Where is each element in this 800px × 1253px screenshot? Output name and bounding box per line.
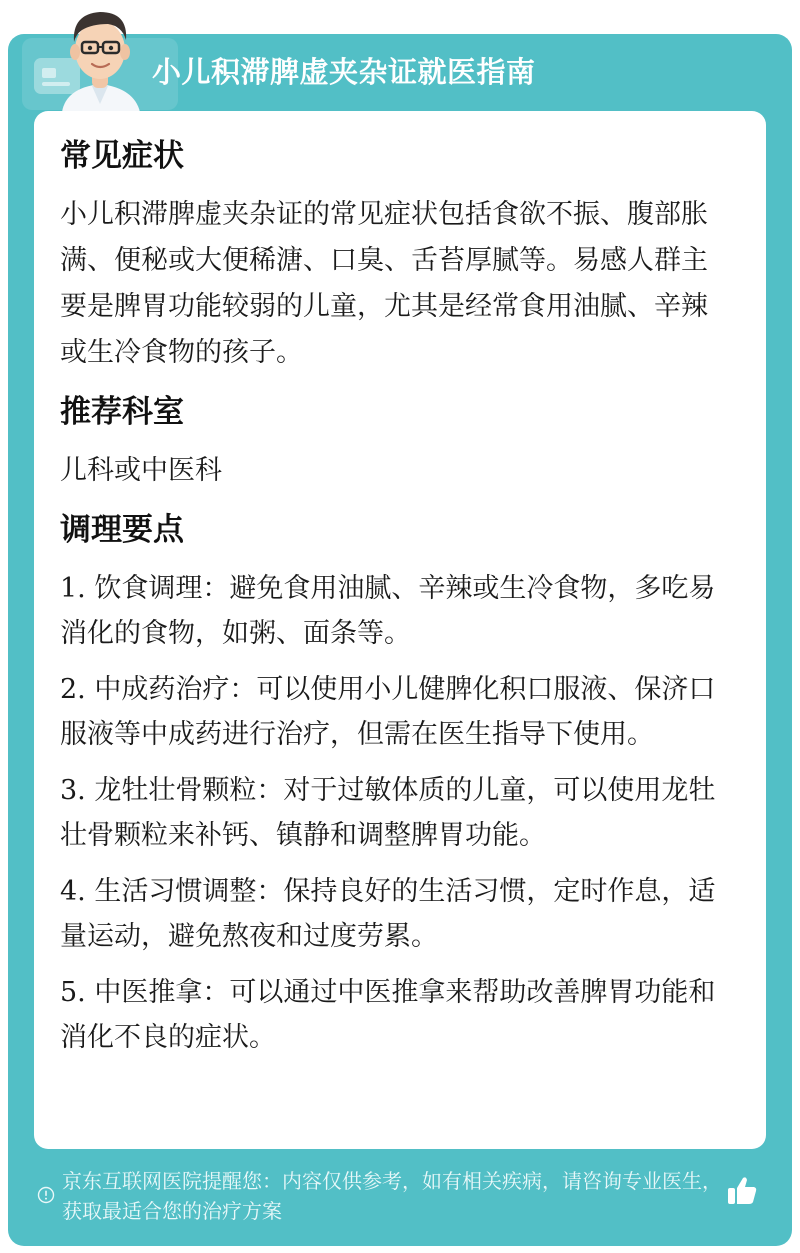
care-item xyxy=(60,768,732,858)
care-item-number: 4. xyxy=(60,876,86,907)
care-item-number: 2. xyxy=(60,674,86,705)
care-item-text: 饮食调理：避免食用油腻、辛辣或生冷食物，多吃易消化的食物，如粥、面条等。 xyxy=(60,573,716,649)
guide-content xyxy=(60,134,732,1071)
care-item xyxy=(60,869,732,959)
doctor-avatar xyxy=(22,0,162,112)
care-item xyxy=(60,667,732,757)
care-item xyxy=(60,970,732,1060)
care-item-number: 1. xyxy=(60,573,86,604)
section-heading-department: 推荐科室 xyxy=(60,394,184,430)
section-heading-symptoms: 常见症状 xyxy=(60,138,184,174)
care-item xyxy=(60,566,732,656)
disclaimer-text: 京东互联网医院提醒您：内容仅供参考，如有相关疾病，请咨询专业医生，获取最适合您的治疗方案 xyxy=(62,1169,722,1223)
symptoms-text: 小儿积滞脾虚夹杂证的常见症状包括食欲不振、腹部胀满、便秘或大便稀溏、口臭、舌苔厚腻等。易感人群主要是脾胃功能较弱的儿童，尤其是经常食用油腻、辛辣或生冷食物的孩子。 xyxy=(60,199,708,368)
care-item-number: 5. xyxy=(60,977,86,1008)
thumbs-up-icon[interactable] xyxy=(724,1172,760,1208)
section-heading-care: 调理要点 xyxy=(60,512,184,548)
care-item-number: 3. xyxy=(60,775,86,806)
care-item-text: 生活习惯调整：保持良好的生活习惯，定时作息，适量运动，避免熬夜和过度劳累。 xyxy=(60,876,716,952)
page-title: 小儿积滞脾虚夹杂证就医指南 xyxy=(152,55,536,89)
care-item-text: 中成药治疗：可以使用小儿健脾化积口服液、保济口服液等中成药进行治疗，但需在医生指导下使用。 xyxy=(60,674,716,750)
care-item-text: 龙牡壮骨颗粒：对于过敏体质的儿童，可以使用龙牡壮骨颗粒来补钙、镇静和调整脾胃功能。 xyxy=(60,775,716,851)
care-item-text: 中医推拿：可以通过中医推拿来帮助改善脾胃功能和消化不良的症状。 xyxy=(60,977,716,1053)
info-icon xyxy=(37,1186,55,1204)
department-text: 儿科或中医科 xyxy=(60,455,222,486)
